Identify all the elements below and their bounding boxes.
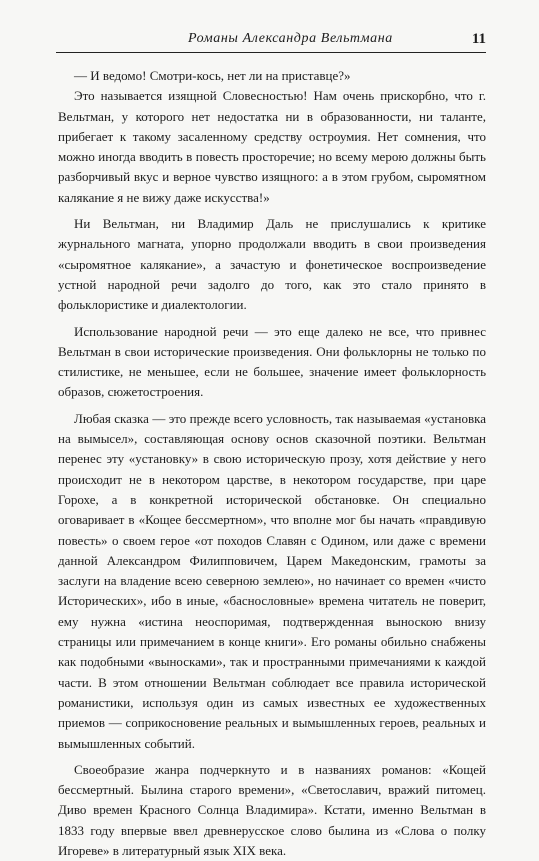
paragraph-3: Ни Вельтман, ни Владимир Даль не прислушались к критике журнального магната, упорно продолжали вводить в свои произведения «сыромятное калякание», а зачастую и фонетическое воспроизведение устной народной речи задолго до того, как это стало принято в фольклористике и диалектологии. <box>58 216 486 313</box>
paragraph-2: Это называется изящной Словесностью! Нам очень прискорбно, что г. Вельтман, у которого нет недостатка ни в образованности, ни таланте, прибегает к такому засаленному средству остроумия. Нет сомнения, что можно иногда вводить в повесть просторечие; но всему мерою должны быть разборчивый вкус и верное чувство изящного: а в этом грубом, сыромятном калякание я не вижу даже искусства!» <box>58 88 486 205</box>
page-number: 11 <box>471 31 486 47</box>
running-header <box>56 26 486 53</box>
paragraph-6: Своеобразие жанра подчеркнуто и в названиях романов: «Кощей бессмертный. Былина старого времени», «Светославич, вражий питомец. Диво времен Красного Солнца Владимира». Кстати, именно Вельтман в 1833 году впервые ввел древнерусское слово былина из «Слова о полку Игореве» в литературный язык XIX века. <box>58 761 486 858</box>
paragraph-5: Любая сказка — это прежде всего условность, так называемая «установка на вымысел», составляющая основу основ сказочной поэтики. Вельтман перенес эту «установку» в свою историческую прозу, хотя действие у него происходит не в некотором царстве, в некотором государстве, при царе Горохе, а в конкретной исторической обстановке. Он специально оговаривает в «Кощее бессмертном», что вполне мог бы начать «правдивую повесть» о своем герое «от походов Славян с Одином, или даже с времени данной Александром Филипповичем, Царем Македонским, грамоты за заслуги на владение всею северною землею», но начинает со времен «чисто Исторических», ибо в иные, «баснословные» времена читатель не поверит, ему нужна «истина неоспоримая, подтвержденная выноскою внизу страницы или примечанием в конце книги». Его романы обильно снабжены как подобными «выносками», так и пространными примечаниями к каждой части. В этом отношении Вельтман соблюдает все правила исторической романистики, используя один из самых известных ее художественных приемов — соприкосновение реальных и вымышленных героев, реальных и вымышленных событий. <box>58 410 486 751</box>
body-text <box>58 66 486 861</box>
paragraph-4: Использование народной речи — это еще далеко не все, что привнес Вельтман в свои исторические произведения. Они фольклорны не только по стилистике, не меньшее, если не большее, значение имеет фольклорность образов, сюжетостроения. <box>58 323 486 400</box>
paragraph-1: — И ведомо! Смотри-кось, нет ли на приставце?» <box>74 68 351 83</box>
running-title: Романы Александра Вельтмана <box>188 31 393 46</box>
